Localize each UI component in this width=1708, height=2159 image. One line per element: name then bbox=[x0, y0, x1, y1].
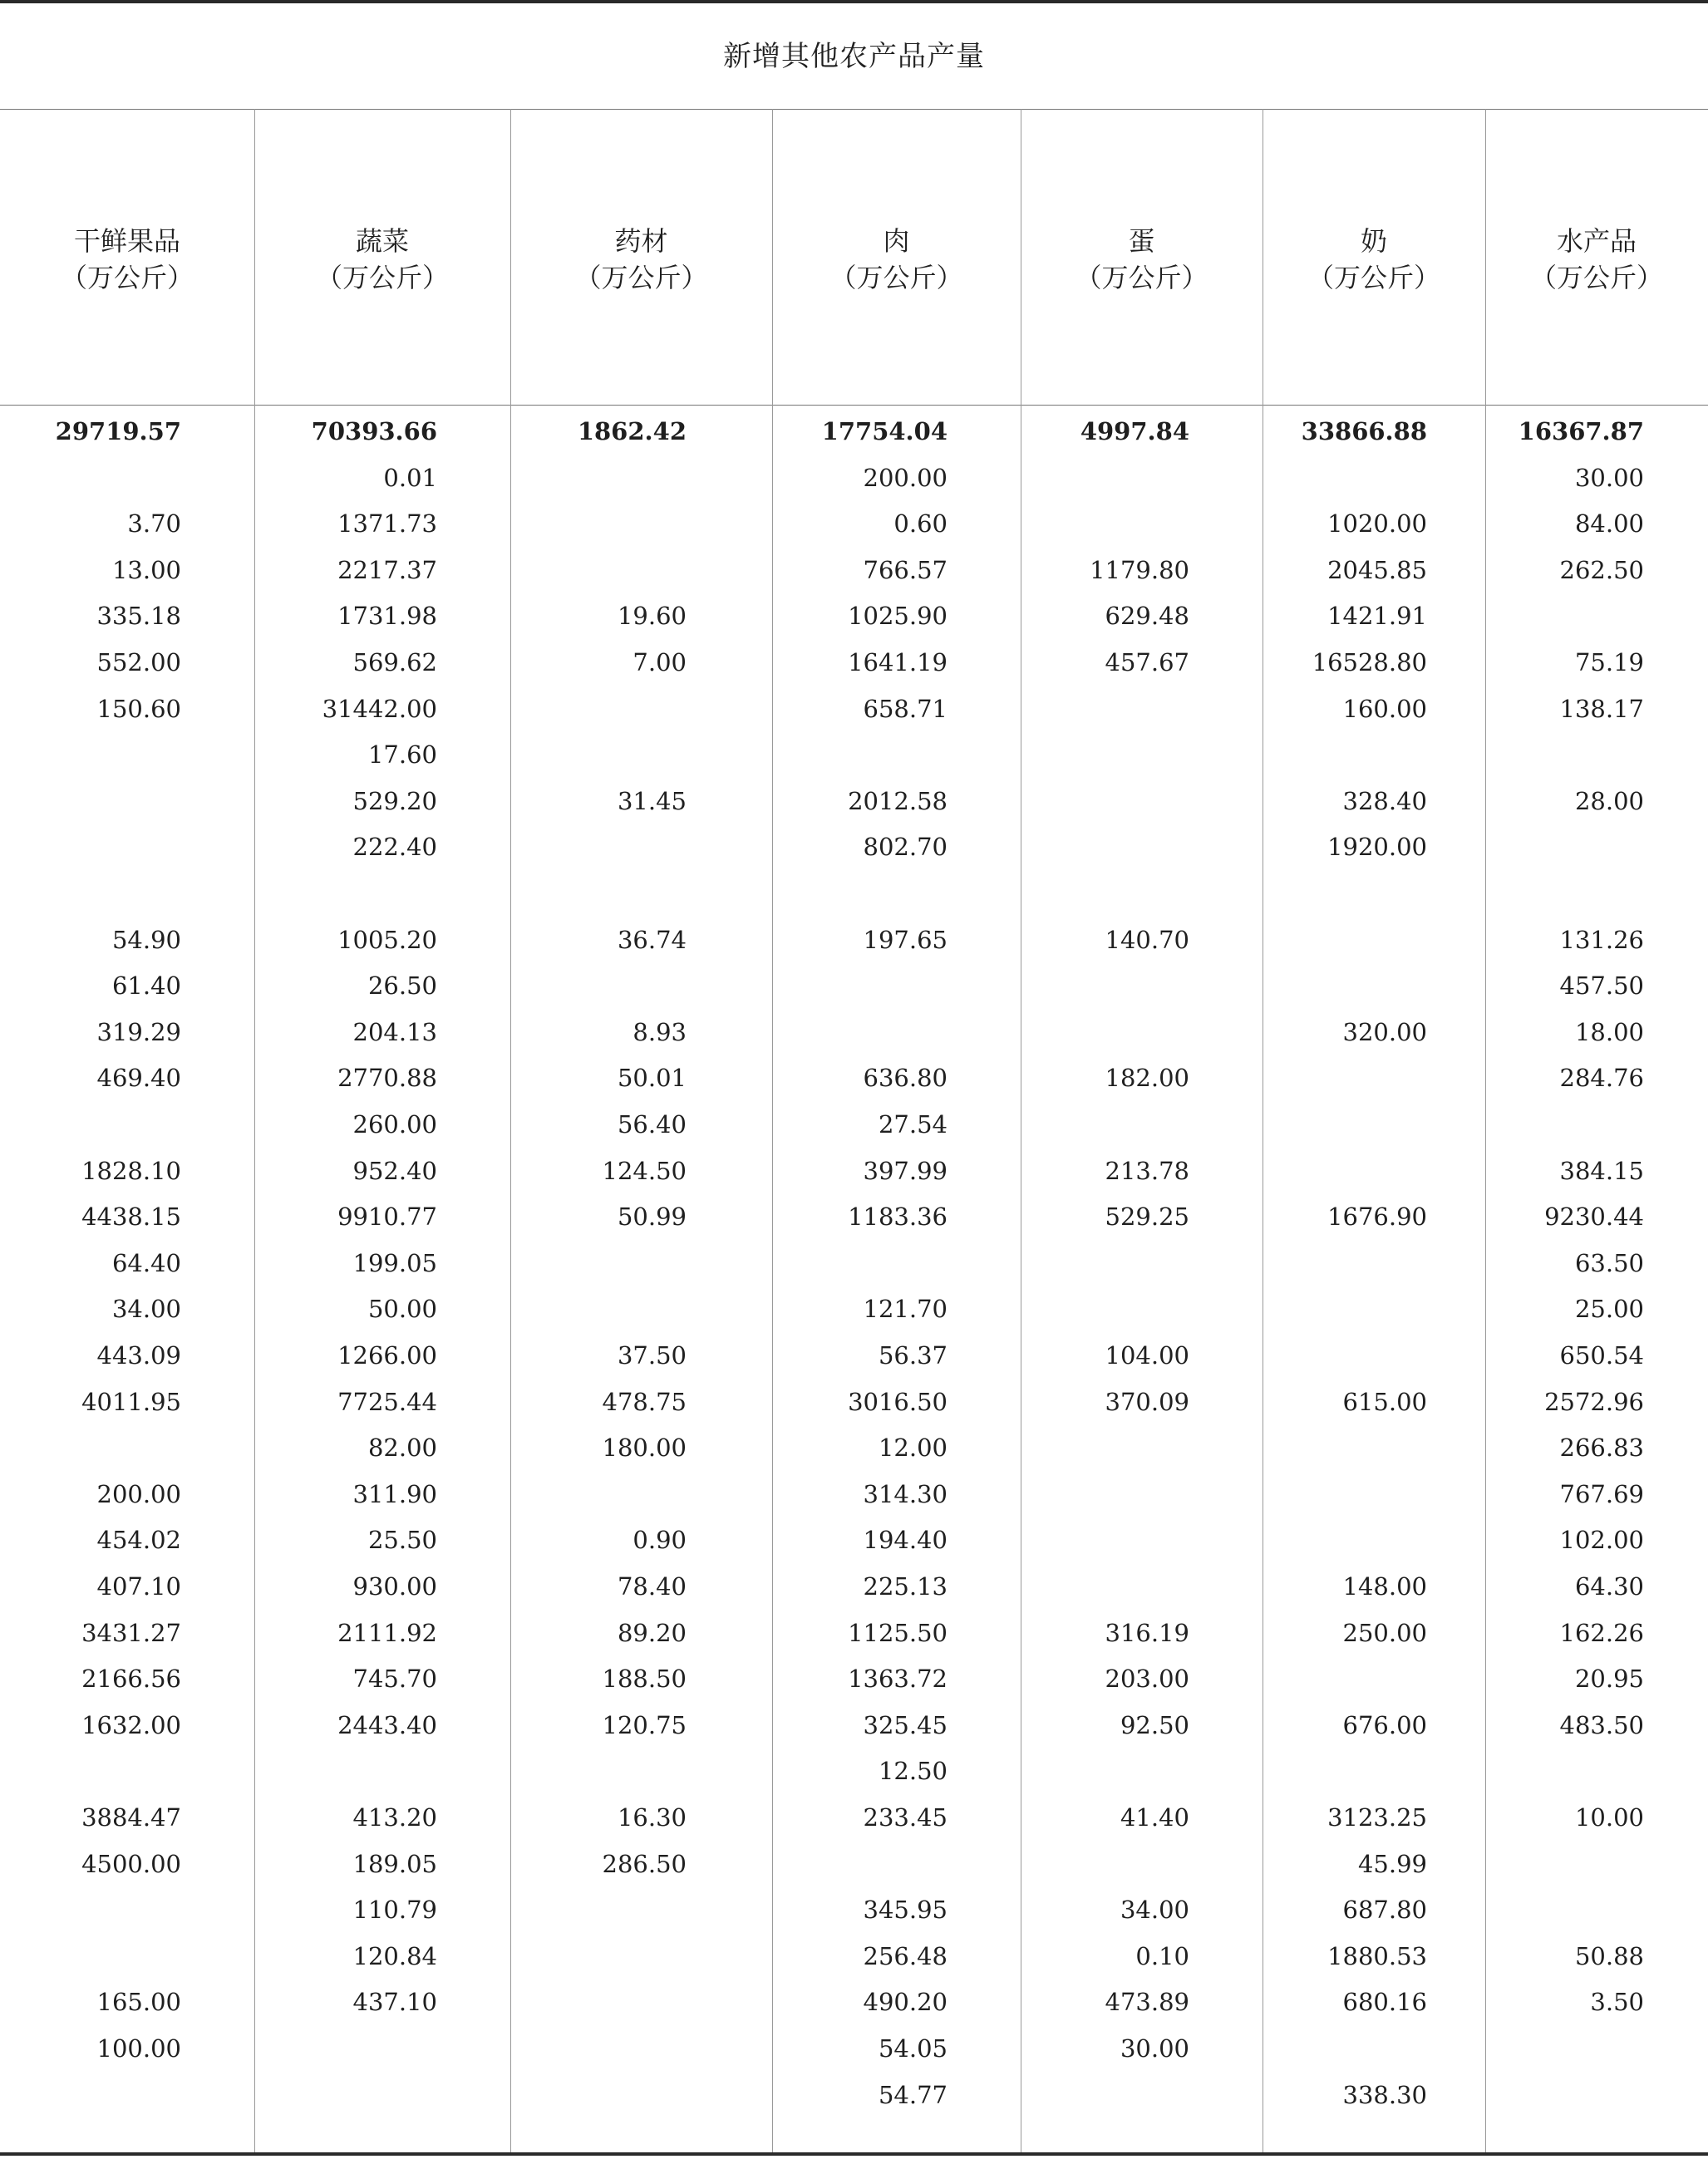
table-cell: 0.90 bbox=[633, 1526, 687, 1555]
column-header bbox=[1263, 109, 1485, 405]
table-cell: 490.20 bbox=[863, 1988, 948, 2017]
table-cell: 2045.85 bbox=[1327, 555, 1427, 584]
table-cell: 89.20 bbox=[617, 1618, 687, 1647]
table-cell: 213.78 bbox=[1105, 1156, 1189, 1185]
table-cell: 552.00 bbox=[96, 648, 181, 676]
table-cell: 3884.47 bbox=[81, 1803, 181, 1832]
column-header-name: 药材 bbox=[614, 225, 668, 257]
table-cell: 1266.00 bbox=[337, 1341, 437, 1370]
table-cell: 3431.27 bbox=[81, 1618, 181, 1647]
table-cell: 148.00 bbox=[1342, 1572, 1427, 1601]
table-cell: 328.40 bbox=[1342, 786, 1427, 815]
table-cell: 120.75 bbox=[602, 1710, 687, 1739]
header-divider bbox=[0, 405, 1708, 406]
column-header-unit: （万公斤） bbox=[315, 262, 449, 293]
table-cell: 407.10 bbox=[96, 1572, 181, 1601]
table-cell: 483.50 bbox=[1559, 1710, 1644, 1739]
column-divider bbox=[510, 109, 511, 2152]
total-cell: 16367.87 bbox=[1518, 417, 1644, 445]
table-cell: 650.54 bbox=[1559, 1341, 1644, 1370]
table-cell: 384.15 bbox=[1559, 1156, 1644, 1185]
column-divider bbox=[254, 109, 255, 2152]
table-cell: 680.16 bbox=[1342, 1988, 1427, 2017]
total-cell: 4997.84 bbox=[1080, 417, 1189, 445]
table-cell: 260.00 bbox=[352, 1110, 437, 1139]
total-cell: 70393.66 bbox=[311, 417, 437, 445]
table-cell: 437.10 bbox=[352, 1988, 437, 2017]
table-cell: 37.50 bbox=[617, 1341, 687, 1370]
table-cell: 4500.00 bbox=[81, 1849, 181, 1878]
table-cell: 397.99 bbox=[863, 1156, 948, 1185]
table-cell: 12.50 bbox=[878, 1757, 948, 1786]
table-title: 新增其他农产品产量 bbox=[723, 40, 985, 73]
table-cell: 0.01 bbox=[383, 463, 437, 492]
table-cell: 150.60 bbox=[96, 694, 181, 723]
table-cell: 13.00 bbox=[111, 555, 181, 584]
table-cell: 478.75 bbox=[602, 1387, 687, 1416]
column-header-unit: （万公斤） bbox=[1075, 262, 1208, 293]
table-cell: 4438.15 bbox=[81, 1202, 181, 1232]
table-cell: 2217.37 bbox=[337, 555, 437, 584]
table-cell: 30.00 bbox=[1574, 463, 1644, 492]
column-header-name: 蔬菜 bbox=[355, 225, 409, 257]
table-cell: 766.57 bbox=[863, 555, 948, 584]
table-cell: 121.70 bbox=[863, 1295, 948, 1324]
table-cell: 140.70 bbox=[1105, 925, 1189, 954]
column-header bbox=[1485, 109, 1708, 405]
table-cell: 370.09 bbox=[1105, 1387, 1189, 1416]
table-cell: 457.67 bbox=[1105, 648, 1189, 676]
table-cell: 256.48 bbox=[863, 1941, 948, 1970]
table-cell: 34.00 bbox=[111, 1295, 181, 1324]
table-cell: 1183.36 bbox=[848, 1202, 948, 1232]
table-cell: 180.00 bbox=[602, 1434, 687, 1463]
table-cell: 1371.73 bbox=[337, 509, 437, 539]
table-cell: 250.00 bbox=[1342, 1618, 1427, 1647]
table-cell: 7.00 bbox=[633, 648, 687, 676]
table-cell: 138.17 bbox=[1559, 694, 1644, 723]
table-cell: 19.60 bbox=[617, 602, 687, 631]
table-cell: 1632.00 bbox=[81, 1710, 181, 1739]
table-cell: 25.50 bbox=[367, 1526, 437, 1555]
table-cell: 204.13 bbox=[352, 1017, 437, 1046]
table-cell: 64.40 bbox=[111, 1248, 181, 1277]
table-cell: 165.00 bbox=[96, 1988, 181, 2017]
column-header bbox=[0, 109, 254, 405]
table-cell: 1676.90 bbox=[1327, 1202, 1427, 1232]
column-header-unit: （万公斤） bbox=[60, 262, 194, 293]
table-cell: 2166.56 bbox=[81, 1665, 181, 1694]
table-cell: 687.80 bbox=[1342, 1896, 1427, 1925]
table-cell: 615.00 bbox=[1342, 1387, 1427, 1416]
table-cell: 50.99 bbox=[617, 1202, 687, 1232]
table-cell: 56.40 bbox=[617, 1110, 687, 1139]
table-cell: 284.76 bbox=[1559, 1064, 1644, 1093]
table-cell: 200.00 bbox=[863, 463, 948, 492]
table-cell: 3.50 bbox=[1590, 1988, 1644, 2017]
top-rule bbox=[0, 0, 1708, 3]
table-cell: 338.30 bbox=[1342, 2080, 1427, 2109]
table-cell: 233.45 bbox=[863, 1803, 948, 1832]
table-cell: 63.50 bbox=[1574, 1248, 1644, 1277]
table-cell: 1363.72 bbox=[848, 1665, 948, 1694]
table-cell: 17.60 bbox=[367, 740, 437, 770]
table-cell: 20.95 bbox=[1574, 1665, 1644, 1694]
column-header bbox=[254, 109, 510, 405]
table-cell: 1025.90 bbox=[848, 602, 948, 631]
table-cell: 92.50 bbox=[1120, 1710, 1189, 1739]
column-divider bbox=[772, 109, 773, 2152]
table-cell: 286.50 bbox=[602, 1849, 687, 1878]
table-cell: 16528.80 bbox=[1312, 648, 1427, 676]
total-cell: 1862.42 bbox=[577, 417, 687, 445]
table-cell: 78.40 bbox=[617, 1572, 687, 1601]
table-cell: 50.88 bbox=[1574, 1941, 1644, 1970]
table-cell: 64.30 bbox=[1574, 1572, 1644, 1601]
table-cell: 529.20 bbox=[352, 786, 437, 815]
table-cell: 767.69 bbox=[1559, 1479, 1644, 1508]
table-cell: 26.50 bbox=[367, 971, 437, 1001]
table-cell: 1125.50 bbox=[848, 1618, 948, 1647]
table-cell: 54.05 bbox=[878, 2034, 948, 2063]
table-cell: 82.00 bbox=[367, 1434, 437, 1463]
table-cell: 225.13 bbox=[863, 1572, 948, 1601]
table-cell: 1641.19 bbox=[848, 648, 948, 676]
table-cell: 1179.80 bbox=[1090, 555, 1189, 584]
table-cell: 2111.92 bbox=[337, 1618, 437, 1647]
table-cell: 199.05 bbox=[352, 1248, 437, 1277]
table-cell: 203.00 bbox=[1105, 1665, 1189, 1694]
table-cell: 473.89 bbox=[1105, 1988, 1189, 2017]
table-cell: 30.00 bbox=[1120, 2034, 1189, 2063]
table-cell: 529.25 bbox=[1105, 1202, 1189, 1232]
table-cell: 54.77 bbox=[878, 2080, 948, 2109]
table-cell: 569.62 bbox=[352, 648, 437, 676]
table-cell: 413.20 bbox=[352, 1803, 437, 1832]
table-cell: 2572.96 bbox=[1544, 1387, 1644, 1416]
table-cell: 454.02 bbox=[96, 1526, 181, 1555]
total-cell: 33866.88 bbox=[1301, 417, 1427, 445]
table-cell: 102.00 bbox=[1559, 1526, 1644, 1555]
table-cell: 31.45 bbox=[617, 786, 687, 815]
table-cell: 12.00 bbox=[878, 1434, 948, 1463]
column-header-name: 水产品 bbox=[1556, 225, 1637, 257]
table-cell: 28.00 bbox=[1574, 786, 1644, 815]
table-cell: 314.30 bbox=[863, 1479, 948, 1508]
table-cell: 930.00 bbox=[352, 1572, 437, 1601]
table-cell: 469.40 bbox=[96, 1064, 181, 1093]
table-cell: 3016.50 bbox=[848, 1387, 948, 1416]
table-cell: 1828.10 bbox=[81, 1156, 181, 1185]
table-cell: 316.19 bbox=[1105, 1618, 1189, 1647]
table-cell: 31442.00 bbox=[322, 694, 437, 723]
table-cell: 110.79 bbox=[352, 1896, 437, 1925]
table-cell: 629.48 bbox=[1105, 602, 1189, 631]
table-cell: 7725.44 bbox=[337, 1387, 437, 1416]
table-cell: 443.09 bbox=[96, 1341, 181, 1370]
table-cell: 335.18 bbox=[96, 602, 181, 631]
table-cell: 131.26 bbox=[1559, 925, 1644, 954]
table-cell: 0.60 bbox=[893, 509, 948, 539]
column-header-unit: （万公斤） bbox=[1529, 262, 1663, 293]
table-cell: 200.00 bbox=[96, 1479, 181, 1508]
table-cell: 25.00 bbox=[1574, 1295, 1644, 1324]
table-cell: 676.00 bbox=[1342, 1710, 1427, 1739]
table-cell: 104.00 bbox=[1105, 1341, 1189, 1370]
table-cell: 1731.98 bbox=[337, 602, 437, 631]
table-cell: 3123.25 bbox=[1327, 1803, 1427, 1832]
table-cell: 45.99 bbox=[1357, 1849, 1427, 1878]
table-cell: 124.50 bbox=[602, 1156, 687, 1185]
column-header bbox=[510, 109, 772, 405]
table-cell: 325.45 bbox=[863, 1710, 948, 1739]
table-cell: 266.83 bbox=[1559, 1434, 1644, 1463]
column-header-unit: （万公斤） bbox=[574, 262, 708, 293]
table-cell: 41.40 bbox=[1120, 1803, 1189, 1832]
table-cell: 10.00 bbox=[1574, 1803, 1644, 1832]
table-cell: 160.00 bbox=[1342, 694, 1427, 723]
table-cell: 34.00 bbox=[1120, 1896, 1189, 1925]
table-cell: 162.26 bbox=[1559, 1618, 1644, 1647]
table-cell: 222.40 bbox=[352, 833, 437, 862]
table-cell: 36.74 bbox=[617, 925, 687, 954]
table-cell: 56.37 bbox=[878, 1341, 948, 1370]
table-cell: 319.29 bbox=[96, 1017, 181, 1046]
column-header-name: 蛋 bbox=[1128, 225, 1155, 257]
total-cell: 29719.57 bbox=[55, 417, 181, 445]
table-cell: 745.70 bbox=[352, 1665, 437, 1694]
table-cell: 75.19 bbox=[1574, 648, 1644, 676]
table-cell: 189.05 bbox=[352, 1849, 437, 1878]
table-cell: 197.65 bbox=[863, 925, 948, 954]
table-cell: 27.54 bbox=[878, 1110, 948, 1139]
column-header-name: 奶 bbox=[1360, 225, 1387, 257]
column-header bbox=[772, 109, 1021, 405]
table-cell: 120.84 bbox=[352, 1941, 437, 1970]
table-cell: 320.00 bbox=[1342, 1017, 1427, 1046]
table-cell: 311.90 bbox=[352, 1479, 437, 1508]
table-cell: 54.90 bbox=[111, 925, 181, 954]
bottom-rule bbox=[0, 2152, 1708, 2156]
table-cell: 1005.20 bbox=[337, 925, 437, 954]
table-cell: 1880.53 bbox=[1327, 1941, 1427, 1970]
column-header-name: 肉 bbox=[883, 225, 910, 257]
table-cell: 9230.44 bbox=[1544, 1202, 1644, 1232]
column-header-unit: （万公斤） bbox=[829, 262, 963, 293]
table-cell: 50.00 bbox=[367, 1295, 437, 1324]
table-cell: 2443.40 bbox=[337, 1710, 437, 1739]
table-cell: 1920.00 bbox=[1327, 833, 1427, 862]
table-cell: 2012.58 bbox=[848, 786, 948, 815]
table-cell: 262.50 bbox=[1559, 555, 1644, 584]
column-header bbox=[1021, 109, 1263, 405]
table-cell: 1421.91 bbox=[1327, 602, 1427, 631]
table-cell: 182.00 bbox=[1105, 1064, 1189, 1093]
table-cell: 18.00 bbox=[1574, 1017, 1644, 1046]
table-cell: 1020.00 bbox=[1327, 509, 1427, 539]
table-cell: 84.00 bbox=[1574, 509, 1644, 539]
table-cell: 2770.88 bbox=[337, 1064, 437, 1093]
table-cell: 188.50 bbox=[602, 1665, 687, 1694]
total-cell: 17754.04 bbox=[821, 417, 948, 445]
table-cell: 3.70 bbox=[127, 509, 181, 539]
table-cell: 194.40 bbox=[863, 1526, 948, 1555]
table-cell: 0.10 bbox=[1135, 1941, 1189, 1970]
column-divider bbox=[1485, 109, 1486, 2152]
table-cell: 802.70 bbox=[863, 833, 948, 862]
table-cell: 9910.77 bbox=[337, 1202, 437, 1232]
table-cell: 8.93 bbox=[633, 1017, 687, 1046]
table-cell: 100.00 bbox=[96, 2034, 181, 2063]
table-cell: 457.50 bbox=[1559, 971, 1644, 1001]
table-cell: 636.80 bbox=[863, 1064, 948, 1093]
table-cell: 16.30 bbox=[617, 1803, 687, 1832]
column-header-name: 干鲜果品 bbox=[73, 225, 180, 257]
column-header-unit: （万公斤） bbox=[1307, 262, 1440, 293]
table-cell: 50.01 bbox=[617, 1064, 687, 1093]
table-cell: 4011.95 bbox=[81, 1387, 181, 1416]
table-cell: 345.95 bbox=[863, 1896, 948, 1925]
table-cell: 952.40 bbox=[352, 1156, 437, 1185]
table-cell: 658.71 bbox=[863, 694, 948, 723]
table-cell: 61.40 bbox=[111, 971, 181, 1001]
